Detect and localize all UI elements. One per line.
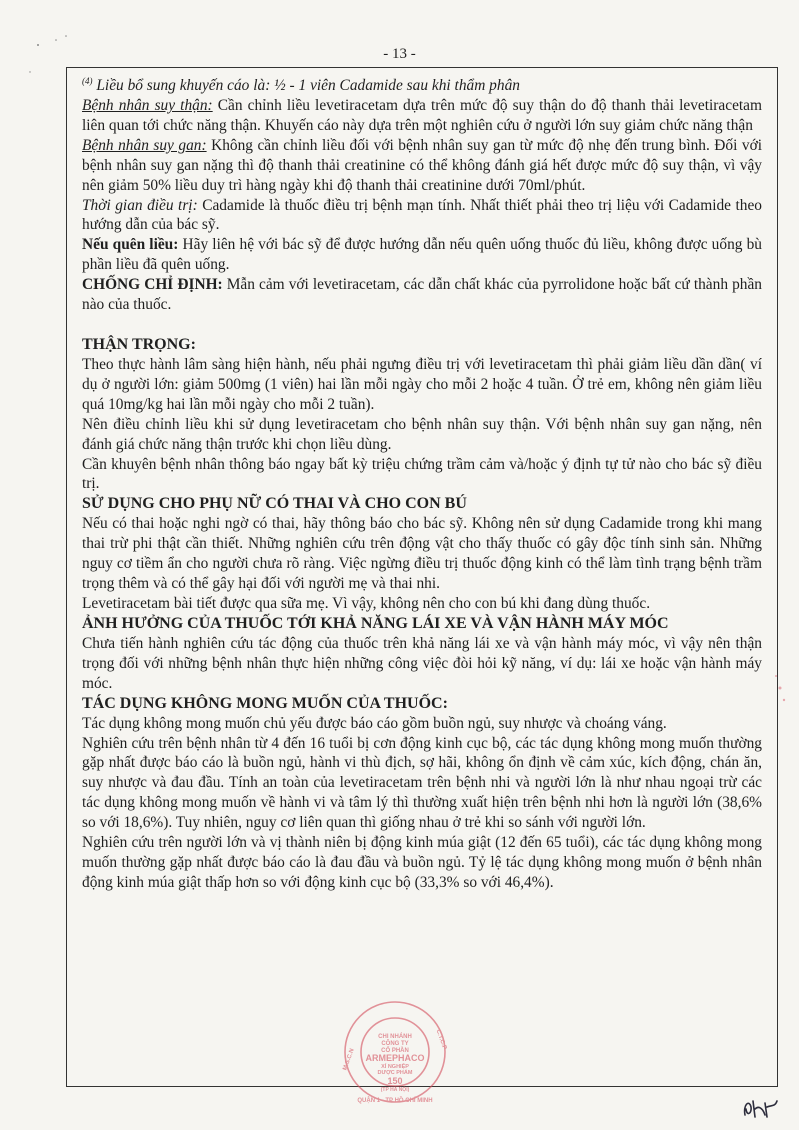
adverse-heading: TÁC DỤNG KHÔNG MONG MUỐN CỦA THUỐC: <box>82 694 448 712</box>
svg-text:M.S.C.N: M.S.C.N <box>342 1047 356 1072</box>
svg-text:DƯỢC PHẨM: DƯỢC PHẨM <box>377 1070 413 1076</box>
missed-dose-label: Nếu quên liều: <box>82 236 179 254</box>
svg-text:QUẬN 1 - TP HỒ CHÍ MINH: QUẬN 1 - TP HỒ CHÍ MINH <box>357 1098 433 1104</box>
svg-text:(TP HÀ NỘI): (TP HÀ NỘI) <box>380 1087 410 1093</box>
adverse-paragraph-2: Nghiên cứu trên bệnh nhân từ 4 đến 16 tuổi bị cơn động kinh cục bộ, các tác dụng không mong muốn thường gặp nhất được báo cáo là buồn ngủ, hành vi thù địch, sợ hãi, không ổn định về cảm xúc, kích động, chán ăn, suy nhược và đau đầu. Tính an toàn của levetiracetam trên bệnh nhi và người lớn là như nhau ngoại trừ các tác dụng không mong muốn về hành vi và tâm lý thì thường xuất hiện trên bệnh nhi hơn là người lớn (38,6% so với 18,6%). Tuy nhiên, nguy cơ liên quan thì giống nhau ở trẻ khi so sánh với người lớn. <box>82 734 762 832</box>
caution-paragraph-1: Theo thực hành lâm sàng hiện hành, nếu phải ngưng điều trị với levetiracetam thì phải giảm liều dần dần( ví dụ ở người lớn: giảm 500mg (1 viên) hai lần mỗi ngày cho mỗi 2 hoặc 4 tuần. Ở trẻ em, không nên giảm liều quá 10mg/kg hai lần mỗi ngày cho mỗi 2 tuần). <box>82 356 762 413</box>
svg-text:CHI NHÁNH: CHI NHÁNH <box>378 1034 412 1040</box>
adverse-paragraph-1: Tác dụng không mong muốn chủ yếu được báo cáo gồm buồn ngủ, suy nhược và choáng váng. <box>82 714 667 732</box>
page-number: - 13 - <box>383 46 416 62</box>
hepatic-label: Bệnh nhân suy gan: <box>82 136 207 154</box>
pregnancy-heading: SỬ DỤNG CHO PHỤ NỮ CÓ THAI VÀ CHO CON BÚ <box>82 495 467 513</box>
supplement-text: Liều bổ sung khuyến cáo là: ½ - 1 viên Cadamide sau khi thẩm phân <box>96 77 520 95</box>
contraindication-text: Mẫn cảm với levetiracetam, các dẫn chất khác của pyrrolidone hoặc bất cứ thành phần nào của thuốc. <box>82 276 763 314</box>
pregnancy-paragraph-1: Nếu có thai hoặc nghi ngờ có thai, hãy thông báo cho bác sỹ. Không nên sử dụng Cadamide trong khi mang thai trừ phi thật cần thiết. Những nghiên cứu trên động vật cho thấy thuốc có gây độc tính sinh sản. Những nguy cơ tiềm ẩn cho người chưa rõ ràng. Việc ngừng điều trị thuốc động kinh có thể làm tình trạng bệnh trầm trọng thêm và có thể gây hại đối với người mẹ và thai nhi. <box>82 515 762 593</box>
caution-paragraph-2: Nên điều chỉnh liều khi sử dụng levetiracetam cho bệnh nhân suy thận. Với bệnh nhân suy gan nặng, nên đánh giá chức năng thận trước khi chọn liều dùng. <box>82 415 762 453</box>
svg-text:C.T.C.P: C.T.C.P <box>434 1028 448 1051</box>
missed-dose-text: Hãy liên hệ với bác sỹ để được hướng dẫn nếu quên uống thuốc đủ liều, không được uống bù phần liều đã quên uống. <box>82 236 762 274</box>
svg-text:150: 150 <box>387 1076 403 1086</box>
svg-text:CỔ PHẦN: CỔ PHẦN <box>381 1048 409 1054</box>
caution-paragraph-3: Cần khuyên bệnh nhân thông báo ngay bất kỳ triệu chứng trầm cảm và/hoặc ý định tự tử nào cho bác sỹ điều trị. <box>82 455 762 493</box>
adverse-paragraph-3: Nghiên cứu trên người lớn và vị thành niên bị động kinh múa giật (12 đến 65 tuổi), các tác dụng không mong muốn thường gặp nhất được báo cáo là đau đầu và buồn ngủ. Tỷ lệ tác dụng không mong muốn ở bệnh nhân động kinh múa giật thấp hơn so với động kinh cục bộ (33,3% so với 46,4%). <box>82 834 762 891</box>
duration-text: Cadamide là thuốc điều trị bệnh mạn tính. Nhất thiết phải theo trị liệu với Cadamide theo hướng dẫn của bác sỹ. <box>82 196 762 234</box>
svg-text:ARMEPHACO: ARMEPHACO <box>365 1053 425 1063</box>
contraindication-label: CHỐNG CHỈ ĐỊNH: <box>82 276 223 294</box>
pregnancy-paragraph-2: Levetiracetam bài tiết được qua sữa mẹ. Vì vậy, không nên cho con bú khi đang dùng thuốc. <box>82 594 651 612</box>
driving-heading: ẢNH HƯỞNG CỦA THUỐC TỚI KHẢ NĂNG LÁI XE VÀ VẬN HÀNH MÁY MÓC <box>82 614 669 632</box>
driving-paragraph: Chưa tiến hành nghiên cứu tác động của thuốc trên khả năng lái xe và vận hành máy móc, vì vậy nên thận trọng đối với những bệnh nhân thực hiện những công việc đòi hỏi kỹ năng, ví dụ: lái xe hoặc vận hành máy móc. <box>82 634 762 692</box>
hepatic-text: Không cần chỉnh liều đối với bệnh nhân suy gan từ mức độ nhẹ đến trung bình. Đối với bệnh nhân suy gan nặng thì độ thanh thải creatinine có thể không đánh giá hết được mức độ suy thận, vì vậy nên giảm 50% liều duy trì hàng ngày khi độ thanh thải creatinine dưới 70ml/phút. <box>82 136 762 194</box>
renal-label: Bệnh nhân suy thận: <box>82 97 213 115</box>
duration-label: Thời gian điều trị: <box>82 196 198 214</box>
svg-text:CÔNG TY: CÔNG TY <box>381 1041 409 1047</box>
renal-text: Cần chỉnh liều levetiracetam dựa trên mức độ suy thận do độ thanh thải levetiracetam liên quan tới chức năng thận. Khuyến cáo này dựa trên một nghiên cứu ở người lớn suy giảm chức năng thận <box>82 97 762 134</box>
caution-heading: THẬN TRỌNG: <box>82 336 196 353</box>
footnote-marker: (4) <box>82 76 93 86</box>
svg-text:XÍ NGHIỆP: XÍ NGHIỆP <box>381 1064 409 1070</box>
